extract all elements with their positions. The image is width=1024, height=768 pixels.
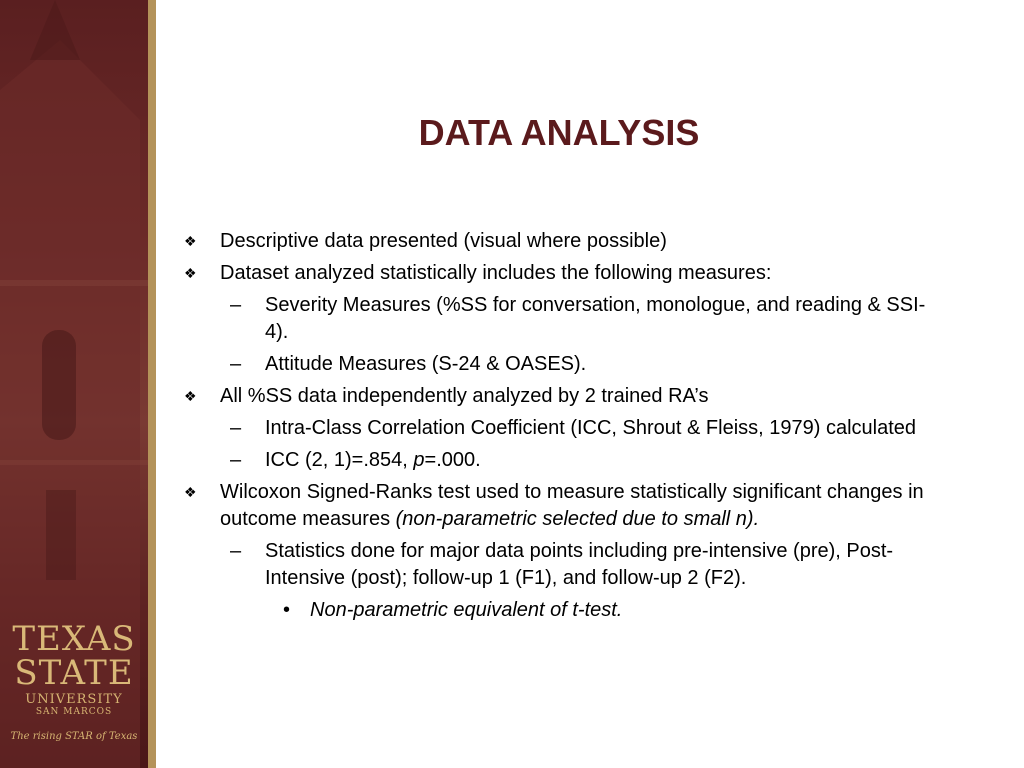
dash-bullet-icon: –: [230, 294, 242, 316]
bullet-3-2: [184, 447, 944, 474]
p-symbol: p: [413, 449, 425, 471]
bullet-4-1-1: [184, 597, 944, 624]
bullet-text: Dataset analyzed statistically includes the following measures:: [220, 262, 772, 284]
logo-san-marcos: SAN MARCOS: [35, 707, 113, 717]
gold-stripe: [148, 0, 156, 768]
slide-content: [184, 228, 944, 629]
bullet-2: [184, 260, 944, 287]
bullet-3: [184, 383, 944, 410]
bullet-text: Statistics done for major data points including pre-intensive (pre), Post-Intensive (post); follow-up 1 (F1), and follow-up 2 (F2).: [265, 540, 894, 589]
bullet-1: [184, 228, 944, 255]
bullet-text: Attitude Measures (S-24 & OASES).: [265, 353, 587, 375]
logo-university: UNIVERSITY: [25, 692, 123, 707]
logo-texas: TEXAS: [12, 619, 136, 659]
bullet-3-1: [184, 415, 944, 442]
dash-bullet-icon: –: [230, 540, 242, 562]
wilcoxon-text: Wilcoxon Signed-Ranks test used to measure statistically significant changes in outcome measures: [220, 481, 924, 530]
bullet-text: All %SS data independently analyzed by 2 trained RA’s: [220, 385, 709, 407]
dash-bullet-icon: –: [230, 449, 242, 471]
dash-bullet-icon: –: [230, 353, 242, 375]
p-value: =.000.: [424, 449, 481, 471]
bullet-text: [220, 481, 924, 530]
texas-state-logo: [6, 619, 142, 742]
bullet-text: Severity Measures (%SS for conversation, monologue, and reading & SSI-4).: [265, 294, 926, 343]
logo-tagline: The rising STAR of Texas: [10, 731, 138, 742]
diamond-bullet-icon: ❖: [184, 265, 197, 281]
diamond-bullet-icon: ❖: [184, 233, 197, 249]
bullet-text: [265, 449, 481, 471]
slide-title: DATA ANALYSIS: [418, 112, 700, 153]
logo-state: STATE: [14, 653, 134, 693]
dot-bullet-icon: •: [283, 599, 291, 621]
diamond-bullet-icon: ❖: [184, 388, 197, 404]
bullet-text: Intra-Class Correlation Coefficient (ICC, Shrout & Fleiss, 1979) calculated: [265, 417, 917, 439]
bullet-4-1: [184, 538, 944, 592]
icc-text: ICC (2, 1)=.854,: [265, 449, 414, 471]
dash-bullet-icon: –: [230, 417, 242, 439]
bullet-4: [184, 479, 944, 533]
bullet-text: Descriptive data presented (visual where possible): [220, 230, 667, 252]
sidebar-building-image: [0, 0, 148, 768]
bullet-2-1: [184, 292, 944, 346]
bullet-2-2: [184, 351, 944, 378]
wilcoxon-note: (non-parametric selected due to small n).: [395, 508, 760, 530]
bullet-text: Non-parametric equivalent of t-test.: [310, 599, 623, 621]
diamond-bullet-icon: ❖: [184, 484, 197, 500]
